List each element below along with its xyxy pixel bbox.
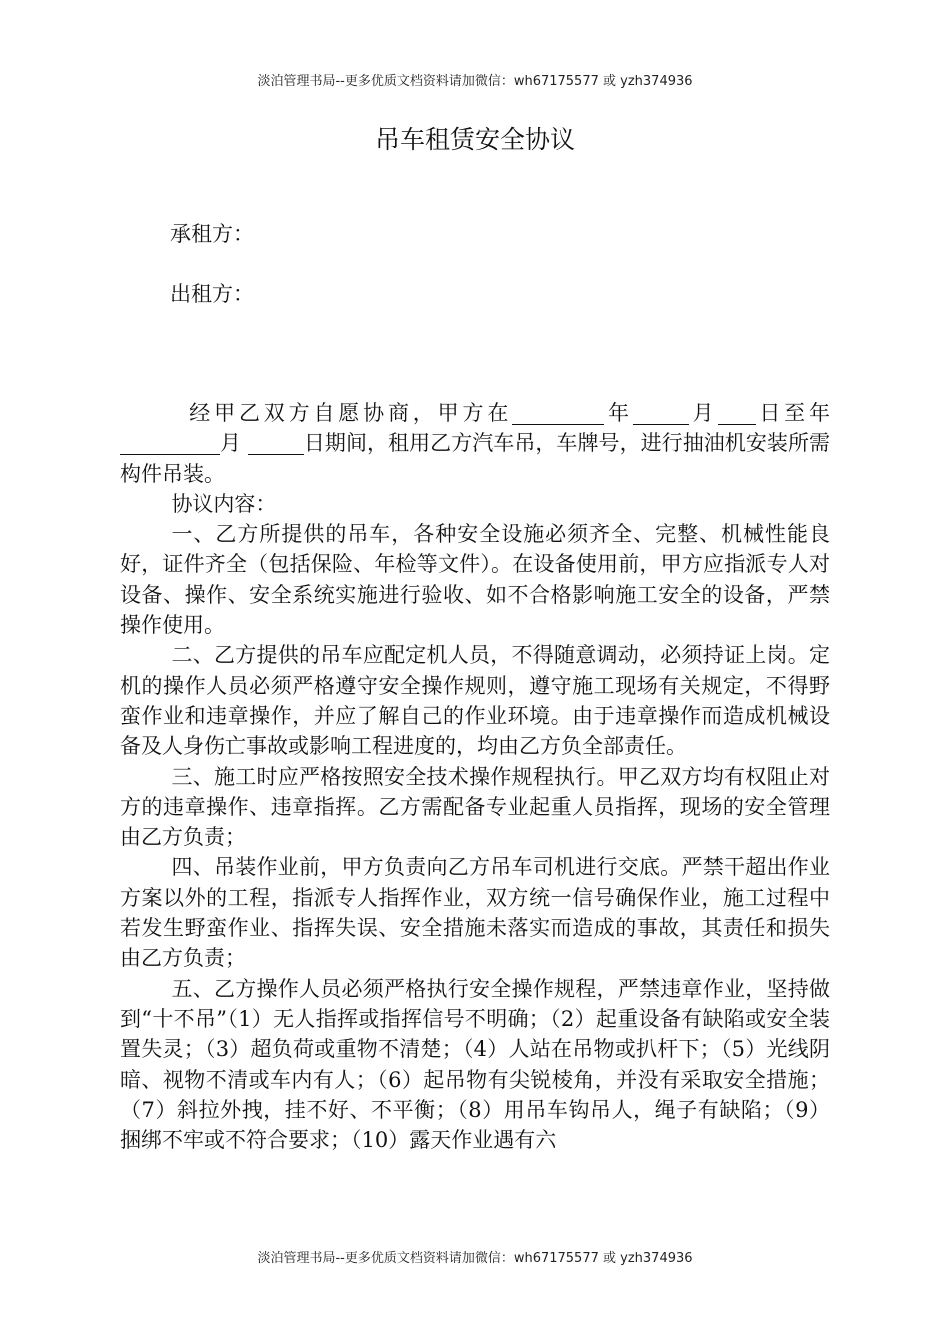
intro-text: 年 <box>604 401 633 425</box>
lessee-label: 承租方： <box>170 222 254 246</box>
blank-start-year <box>512 402 604 425</box>
intro-text: 月 <box>688 401 718 425</box>
blank-start-month <box>633 402 689 425</box>
intro-text: 经甲乙双方自愿协商，甲方在 <box>189 401 513 425</box>
agreement-heading: 协议内容： <box>171 491 277 516</box>
intro-text: 月 <box>220 431 242 456</box>
page-header: 淡泊管理书局--更多优质文档资料请加微信：wh67175577 或 yzh374936 <box>257 74 693 89</box>
clause-2: 二、乙方提供的吊车应配定机人员，不得随意调动，必须持证上岗。定机的操作人员必须严格遵守安全操作规则，遵守施工现场有关规定，不得野蛮作业和违章操作，并应了解自己的作业环境。由于违章操作而造成机械设备及人身伤亡事故或影响工程进度的，均由乙方负全部责任。 <box>120 643 830 759</box>
lessor-label: 出租方： <box>170 282 254 306</box>
clause-3: 三、施工时应严格按照安全技术操作规程执行。甲乙双方均有权阻止对方的违章操作、违章指挥。乙方需配备专业起重人员指挥，现场的安全管理由乙方负责； <box>120 764 830 850</box>
intro-text: ，进行抽油机安装所需构件吊装。 <box>120 431 830 486</box>
clause-5: 五、乙方操作人员必须严格执行安全操作规程，严禁违章作业，坚持做到“十不吊”（1）无人指挥或指挥信号不明确；（2）起重设备有缺陷或安全装置失灵；（3）超负荷或重物不清楚；（4）人站在吊物或扒杆下；（5）光线阴暗、视物不清或车内有人；（6）起吊物有尖锐棱角，并没有采取安全措施；（7）斜拉外拽，挂不好、不平衡；（8）用吊车钩吊人，绳子有缺陷；（9）捆绑不牢或不符合要求；（10）露天作业遇有六 <box>120 976 830 1153</box>
clause-4: 四、吊装作业前，甲方负责向乙方吊车司机进行交底。严禁干超出作业方案以外的工程，指派专人指挥作业，双方统一信号确保作业，施工过程中若发生野蛮作业、指挥失误、安全措施未落实而造成的事故，其责任和损失由乙方负责； <box>120 855 830 971</box>
page-footer: 淡泊管理书局--更多优质文档资料请加微信：wh67175577 或 yzh374936 <box>257 1251 693 1266</box>
blank-end-year <box>120 432 220 455</box>
agreement-body <box>120 398 830 1155</box>
blank-start-day <box>718 402 756 425</box>
intro-text: 日期间，租用乙方汽车吊，车牌号 <box>303 431 620 456</box>
document-title: 吊车租赁安全协议 <box>374 125 575 154</box>
blank-end-month <box>248 432 304 455</box>
clause-1: 一、乙方所提供的吊车，各种安全设施必须齐全、完整、机械性能良好，证件齐全（包括保险、年检等文件）。在设备使用前，甲方应指派专人对设备、操作、安全系统实施进行验收、如不合格影响施工安全的设备，严禁操作使用。 <box>120 522 830 638</box>
intro-paragraph <box>120 398 830 489</box>
intro-text: 日至年 <box>755 401 831 425</box>
